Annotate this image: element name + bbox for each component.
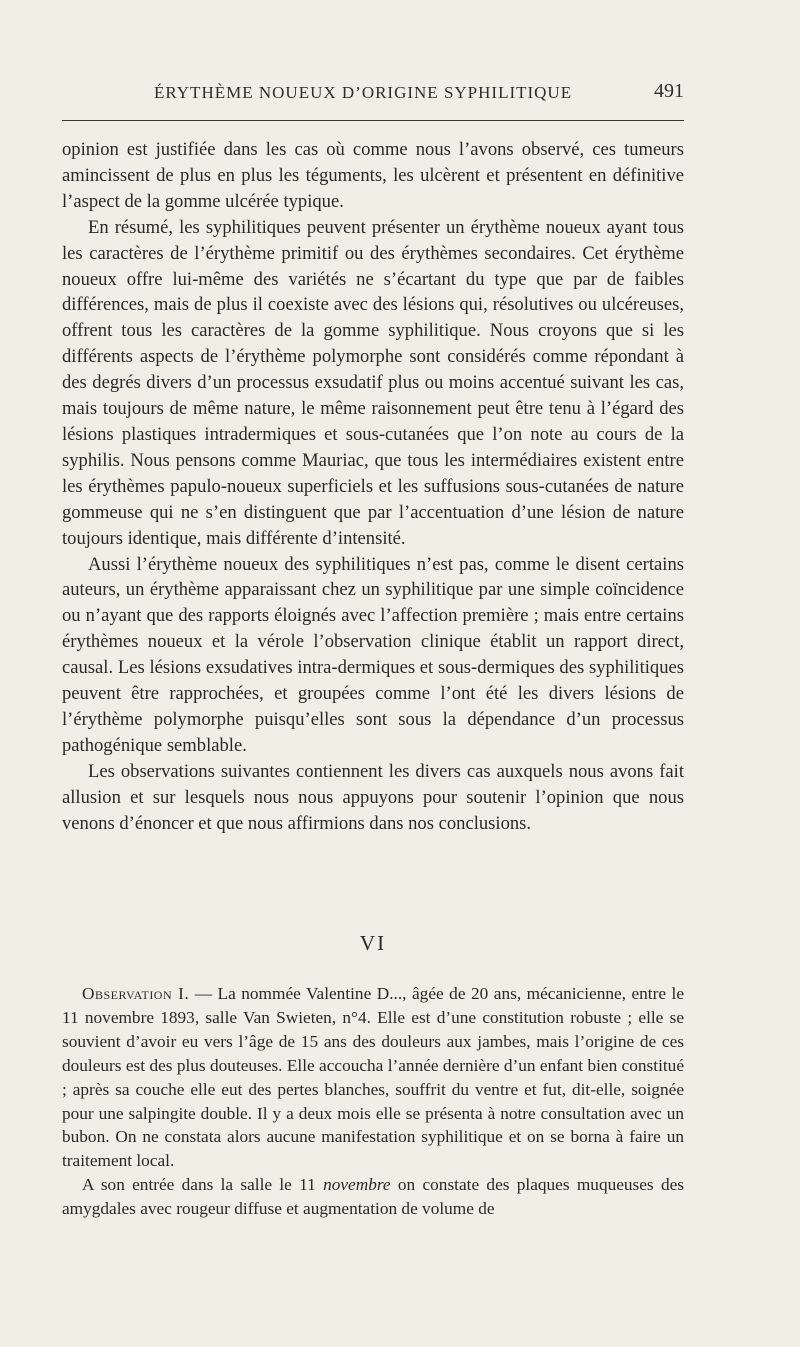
paragraph: Les observations suivantes contiennent les divers cas auxquels nous avons fait allusion et sur lesquels nous nous appuyons pour soutenir l’opinion que nous venons d’énoncer et que nous affirmions dans nos conclusions.: [62, 760, 684, 834]
header-rule: [62, 120, 684, 121]
observation-block: [62, 982, 684, 1221]
observation-paragraph: [62, 982, 684, 1173]
observation-tail-end: on constate des plaques muqueuses des amygdales avec rougeur diffuse et augmentation de volume de: [62, 1175, 684, 1219]
page-header: [62, 80, 684, 110]
running-title: ÉRYTHÈME NOUEUX D’ORIGINE SYPHILITIQUE: [154, 83, 573, 102]
paragraph: Aussi l’érythème noueux des syphilitiques n’est pas, comme le disent certains auteurs, un érythème apparaissant chez un syphilitique par une simple coïncidence ou n’ayant que des rapports éloignés avec l’affection première ; mais entre certains érythèmes noueux et la vérole l’observation clinique établit un rapport direct, causal. Les lésions exsudatives intra-dermiques et sous-dermiques des syphilitiques peuvent être rapprochées, et groupées comme l’ont été les divers lésions de l’érythème polymorphe puisqu’elles sont sous la dépendance d’un processus pathogénique semblable.: [62, 553, 684, 756]
paragraph: opinion est justifiée dans les cas où comme nous l’avons observé, ces tumeurs amincissent de plus en plus les téguments, les ulcèrent et présentent en définitive l’aspect de la gomme ulcérée typique.: [62, 139, 684, 212]
observation-text: — La nommée Valentine D..., âgée de 20 ans, mécanicienne, entre le 11 novembre 1893, salle Van Swieten, n°4. Elle est d’une constitution robuste ; elle se souvient d’avoir eu vers l’âge de 15 ans des douleurs aux jambes, mais l’origine de ces douleurs est des plus douteuses. Elle accoucha l’année dernière d’un enfant bien constitué ; après sa couche elle eut des pertes blanches, souffrit du ventre et fut, dit-elle, soignée pour une salpingite double. Il y a deux mois elle se présenta à notre consultation avec un bubon. On ne constata alors aucune manifestation syphilitique et on se borna à faire un traitement local.: [62, 984, 684, 1171]
observation-tail-start: A son entrée dans la salle le 11: [82, 1175, 324, 1195]
section-heading: VI: [359, 931, 387, 955]
observation-label: Observation I.: [82, 984, 190, 1003]
main-text: [62, 137, 684, 836]
observation-paragraph: [62, 1173, 684, 1221]
observation-tail-italic: novembre: [323, 1175, 391, 1195]
page-number: 491: [654, 80, 684, 102]
paragraph: En résumé, les syphilitiques peuvent présenter un érythème noueux ayant tous les caractères de l’érythème primitif ou des érythèmes secondaires. Cet érythème noueux offre lui-même des variétés ne s’écartant du type que par de faibles différences, mais de plus il coexiste avec des lésions qui, résolutives ou ulcéreuses, offrent tous les caractères de la gomme syphilitique. Nous croyons que si les différents aspects de l’érythème polymorphe sont considérés comme répondant à des degrés divers d’un processus exsudatif plus ou moins accentué suivant les cas, mais toujours de même nature, le même raisonnement peut être tenu à l’égard des lésions plastiques intradermiques et sous-cutanées que l’on note au cours de la syphilis. Nous pensons comme Mauriac, que tous les intermédiaires existent entre les érythèmes papulo-noueux superficiels et les suffusions sous-cutanées de nature gommeuse qui ne s’en distinguent que par l’accentuation d’une lésion de nature toujours identique, mais différente d’intensité.: [62, 216, 684, 549]
